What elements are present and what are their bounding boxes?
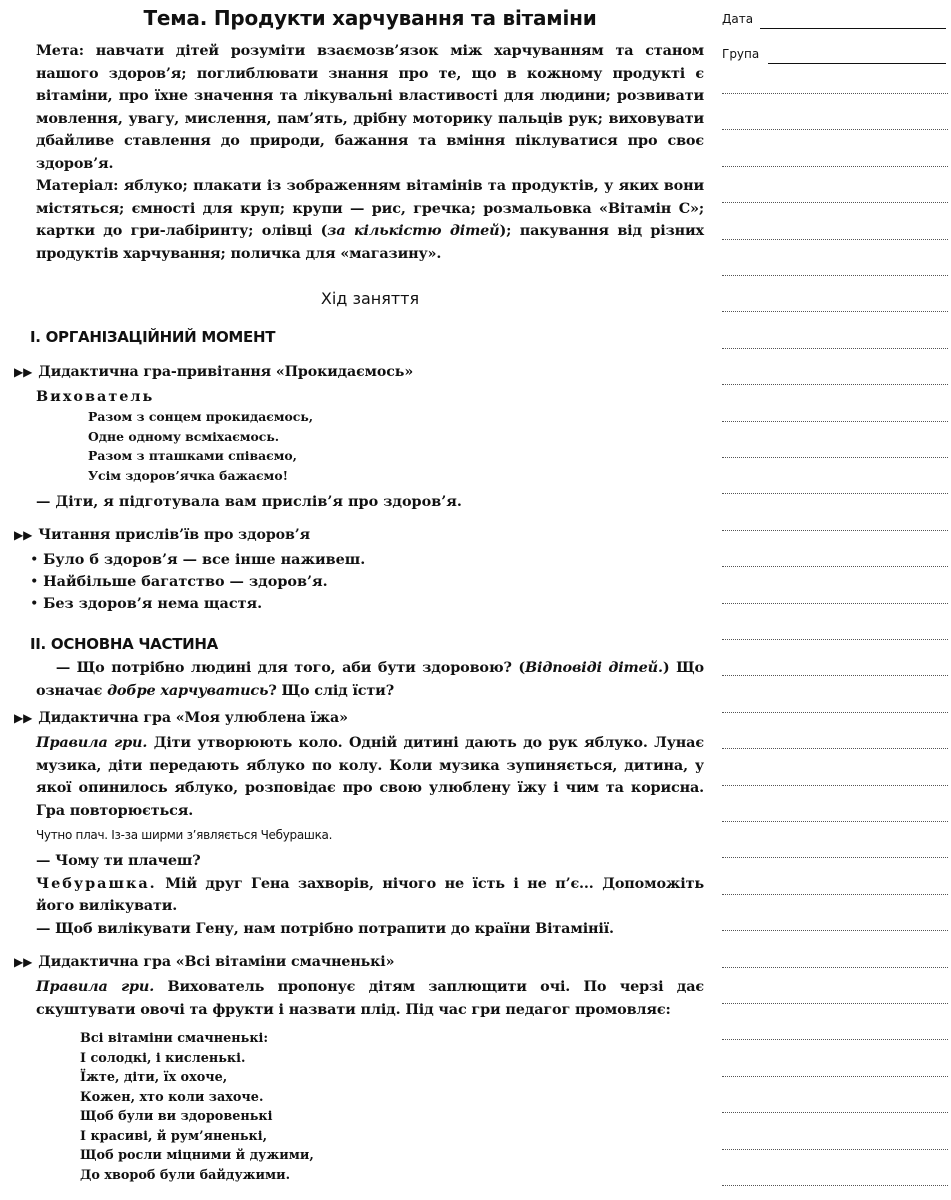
material-text-2: ); пакування від різних продуктів харчування; поличка для «магазину». bbox=[36, 222, 704, 262]
note-line bbox=[722, 457, 948, 458]
rules-label: Правила гри. bbox=[36, 978, 155, 995]
note-line bbox=[722, 785, 948, 786]
note-line bbox=[722, 1112, 948, 1113]
group-label: Група bbox=[722, 47, 760, 61]
poem-greeting bbox=[88, 407, 704, 485]
goal-text: навчати дітей розуміти взаємозв’язок між харчуванням та станом нашого здоров’я; поглиблювати знання про те, що в кожному продукті є вітаміни, про їхне значення та лікувальні властивості для людини; розвивати мовлення, увагу, мислення, пам’ять, дрібну моторику пальців рук; виховувати дбайливе ставлення до природи, бажання та вміння піклуватися про своє здоров’я. bbox=[36, 42, 704, 172]
cheburashka-line bbox=[36, 873, 704, 918]
list-item: • Найбільше багатство — здоров’я. bbox=[30, 571, 704, 593]
proverbs-list bbox=[30, 549, 704, 615]
rules-label: Правила гри. bbox=[36, 734, 148, 751]
note-line bbox=[722, 1149, 948, 1150]
group-line bbox=[768, 63, 946, 64]
game-heading-2 bbox=[14, 527, 704, 543]
rules-paragraph-1 bbox=[36, 732, 704, 822]
note-line bbox=[722, 239, 948, 240]
note-line bbox=[722, 1076, 948, 1077]
note-line bbox=[722, 384, 948, 385]
stage-note: Чутно плач. Із-за ширми з’являється Чебурашка. bbox=[36, 828, 333, 842]
poem-line: Кожен, хто коли захоче. bbox=[80, 1089, 264, 1105]
note-line bbox=[722, 166, 948, 167]
line-cure: — Щоб вилікувати Гену, нам потрібно потрапити до країни Вітамінії. bbox=[36, 919, 614, 937]
poem-line: До хвороб були байдужими. bbox=[80, 1167, 291, 1183]
course-heading: Хід заняття bbox=[320, 289, 420, 308]
note-line bbox=[722, 1003, 948, 1004]
poem-line: Разом з сонцем прокидаємось, bbox=[88, 409, 314, 424]
note-line bbox=[722, 1185, 948, 1186]
rules-paragraph-2 bbox=[36, 976, 704, 1021]
note-line bbox=[722, 530, 948, 531]
note-line bbox=[722, 566, 948, 567]
note-line bbox=[722, 493, 948, 494]
cheburashka-text: Мій друг Гена захворів, нічого не їсть і не п’є... Допоможіть його вилікувати. bbox=[36, 874, 704, 914]
date-line bbox=[760, 28, 946, 29]
game-heading-4 bbox=[14, 954, 704, 970]
section-heading-2: II. ОСНОВНА ЧАСТИНА bbox=[30, 635, 218, 653]
note-line bbox=[722, 311, 948, 312]
material-label: Матеріал: bbox=[36, 177, 119, 194]
rules-text-2: Вихователь пропонує дітям заплющити очі. По черзі дає скуштувати овочі та фрукти і назвати плід. Під час гри педагог промовляє: bbox=[36, 978, 704, 1018]
note-line bbox=[722, 821, 948, 822]
note-line bbox=[722, 894, 948, 895]
goal-label: Мета: bbox=[36, 42, 84, 59]
poem-line: І красиві, й рум’яненькі, bbox=[80, 1128, 268, 1144]
lesson-title: Тема. Продукти харчування та вітаміни bbox=[143, 6, 597, 30]
game-title-3: Дидактична гра «Моя улюблена їжа» bbox=[38, 710, 348, 726]
game-title-1: Дидактична гра-привітання «Прокидаємось» bbox=[38, 364, 414, 380]
poem-line: Щоб були ви здоровенькі bbox=[80, 1109, 273, 1124]
rules-text-1: Діти утворюють коло. Одній дитині дають до рук яблуко. Лунає музика, діти передають яблуко по колу. Коли музика зупиняється, дитина, у якої опинилось яблуко, розповідає про свою улюблену їжу і чим та корисна. Гра повторюється. bbox=[36, 734, 704, 819]
poem-line: Щоб росли міцними й дужими, bbox=[80, 1148, 314, 1163]
poem-line: Їжте, діти, їх охоче, bbox=[80, 1070, 228, 1085]
game-title-4: Дидактична гра «Всі вітаміни смачненькі» bbox=[38, 954, 395, 970]
q1-text-b: ) Що означає bbox=[36, 659, 704, 699]
date-label: Дата bbox=[722, 12, 754, 26]
material-paragraph bbox=[36, 175, 704, 265]
group-field bbox=[722, 47, 759, 61]
list-item: • Без здоров’я нема щастя. bbox=[30, 593, 704, 615]
date-field bbox=[722, 12, 753, 26]
q1-italic: Відповіді дітей. bbox=[525, 659, 663, 676]
poem-line: Разом з пташками співаємо, bbox=[88, 448, 297, 463]
speaker-label: Вихователь bbox=[36, 388, 155, 405]
poem-line: І солодкі, і кисленькі. bbox=[80, 1050, 246, 1066]
line-cry: — Чому ти плачеш? bbox=[36, 852, 201, 869]
note-line bbox=[722, 967, 948, 968]
list-item: • Було б здоров’я — все інше наживеш. bbox=[30, 549, 704, 571]
note-line bbox=[722, 712, 948, 713]
note-line bbox=[722, 1039, 948, 1040]
note-line bbox=[722, 675, 948, 676]
note-line bbox=[722, 275, 948, 276]
lesson-content bbox=[14, 6, 704, 1185]
line-proverbs: — Діти, я підготувала вам прислів’я про здоров’я. bbox=[36, 493, 462, 510]
note-line bbox=[722, 348, 948, 349]
note-line bbox=[722, 930, 948, 931]
note-line bbox=[722, 93, 948, 94]
game-heading-1 bbox=[14, 364, 704, 380]
material-text-1: яблуко; плакати із зображенням вітамінів та продуктів, у яких вони містяться; ємності для круп; крупи — рис, гречка; розмальовка «Вітамін С»; картки до гри-лабіринту; олівці ( bbox=[36, 177, 704, 239]
double-arrow-icon: ▶▶ bbox=[14, 365, 33, 379]
poem-line: Всі вітаміни смачненькі: bbox=[80, 1031, 269, 1046]
goal-paragraph bbox=[36, 40, 704, 175]
material-italic: за кількістю дітей bbox=[327, 222, 500, 239]
double-arrow-icon: ▶▶ bbox=[14, 711, 33, 725]
section-heading-1: I. ОРГАНІЗАЦІЙНИЙ МОМЕНТ bbox=[30, 328, 276, 346]
game-heading-3 bbox=[14, 710, 704, 726]
poem-line: Усім здоров’ячка бажаємо! bbox=[88, 467, 289, 483]
q1-text-c: ? Що слід їсти? bbox=[268, 681, 394, 699]
note-line bbox=[722, 748, 948, 749]
double-arrow-icon: ▶▶ bbox=[14, 955, 33, 969]
game-title-2: Читання прислів’їв про здоров’я bbox=[38, 527, 311, 543]
note-line bbox=[722, 202, 948, 203]
double-arrow-icon: ▶▶ bbox=[14, 528, 33, 542]
q1-text-a: — Що потрібно людині для того, аби бути здоровою? ( bbox=[55, 659, 526, 676]
cheburashka-name: Чебурашка. bbox=[36, 874, 157, 892]
note-line bbox=[722, 603, 948, 604]
question-paragraph bbox=[36, 657, 704, 702]
note-line bbox=[722, 129, 948, 130]
note-line bbox=[722, 421, 948, 422]
poem-line: Одне одному всміхаємось. bbox=[88, 428, 280, 444]
poem-vitamins bbox=[80, 1029, 704, 1185]
note-line bbox=[722, 639, 948, 640]
note-line bbox=[722, 857, 948, 858]
q1-italic-2: добре харчуватись bbox=[107, 681, 269, 699]
